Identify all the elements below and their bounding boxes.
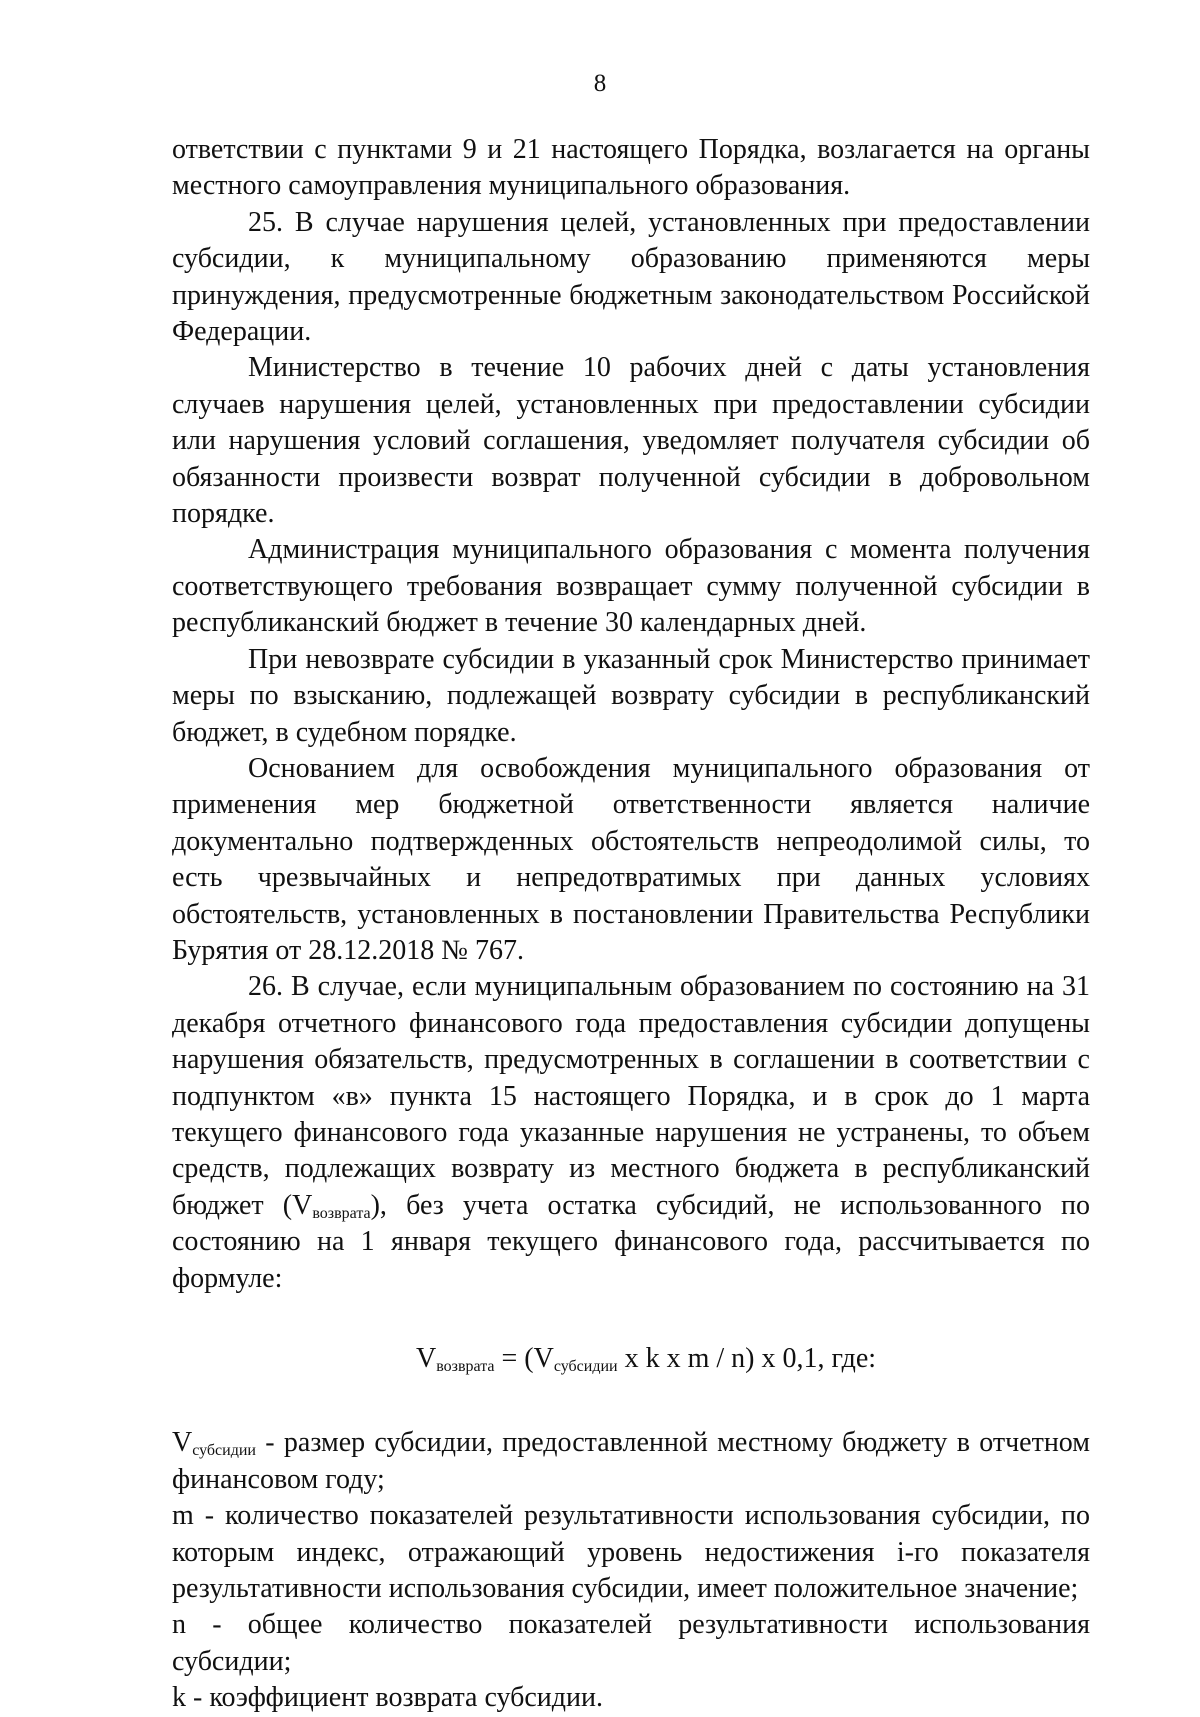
paragraph: Администрация муниципального образования с момента получения соответствующего требования возвращает сумму полученной субсидии в республиканский бюджет в течение 30 календарных дней. — [172, 534, 1090, 639]
definition-symbol-subscript: субсидии — [192, 1442, 256, 1460]
formula-v-subsidy-subscript: субсидии — [553, 1358, 618, 1375]
definition-m: m - количество показателей результативности использования субсидии, по которым индекс, отражающий уровень недостижения i-го показателя результативности использования субсидии, имеет положительное значение; — [172, 1500, 1090, 1605]
definition-symbol: V — [172, 1427, 193, 1459]
paragraph: Министерство в течение 10 рабочих дней с даты установления случаев нарушения целей, установленных при предоставлении субсидии или нарушения условий соглашения, уведомляет получателя субсидии об обязанности произвести возврат полученной субсидии в добровольном порядке. — [172, 352, 1090, 530]
formula-rest: x k x m / n) x 0,1, где: — [617, 1343, 877, 1374]
formula-equals: = (V — [494, 1343, 554, 1374]
paragraph: При невозврате субсидии в указанный срок Министерство принимает меры по взысканию, подлежащей возврату субсидии в республиканский бюджет, в судебном порядке. — [172, 643, 1090, 748]
paragraph-26 — [172, 969, 1090, 1297]
paragraph: ответствии с пунктами 9 и 21 настоящего Порядка, возлагается на органы местного самоуправления муниципального образования. — [172, 134, 1090, 202]
paragraph-26-text-end: ), без учета остатка субсидий, не использованного по состоянию на 1 января текущего финансового года, рассчитывается по формуле: — [172, 1189, 1090, 1294]
v-return-subscript: возврата — [312, 1204, 371, 1222]
paragraph-26-text-start: 26. В случае, если муниципальным образованием по состоянию на 31 декабря отчетного финансового года предоставления субсидии допущены нарушения обязательств, предусмотренных в соглашении в соответствии с подпунктом «в» пункта 15 настоящего Порядка, и в срок до 1 марта текущего финансового года указанные нарушения не устранены, то объем средств, подлежащих возврату из местного бюджета в республиканский бюджет (V — [172, 971, 1090, 1221]
document-body — [172, 132, 1090, 1717]
page-number: 8 — [593, 70, 607, 97]
paragraph-25: 25. В случае нарушения целей, установленных при предоставлении субсидии, к муниципальному образованию применяются меры принуждения, предусмотренные бюджетным законодательством Российской Федерации. — [172, 206, 1090, 348]
formula — [172, 1341, 1090, 1377]
definition-n: n - общее количество показателей результативности использования субсидии; — [172, 1609, 1090, 1677]
formula-v-return: V — [415, 1343, 437, 1374]
paragraph: Основанием для освобождения муниципального образования от применения мер бюджетной ответственности является наличие документально подтвержденных обстоятельств непреодолимой силы, то есть чрезвычайных и непредотвратимых при данных условиях обстоятельств, установленных в постановлении Правительства Республики Бурятия от 28.12.2018 № 767. — [172, 752, 1090, 966]
formula-v-return-subscript: возврата — [436, 1358, 495, 1375]
definition-v-subsidy — [172, 1425, 1090, 1498]
definition-text: - размер субсидии, предоставленной местному бюджету в отчетном финансовом году; — [172, 1427, 1090, 1495]
definition-k: k - коэффициент возврата субсидии. — [172, 1682, 604, 1714]
